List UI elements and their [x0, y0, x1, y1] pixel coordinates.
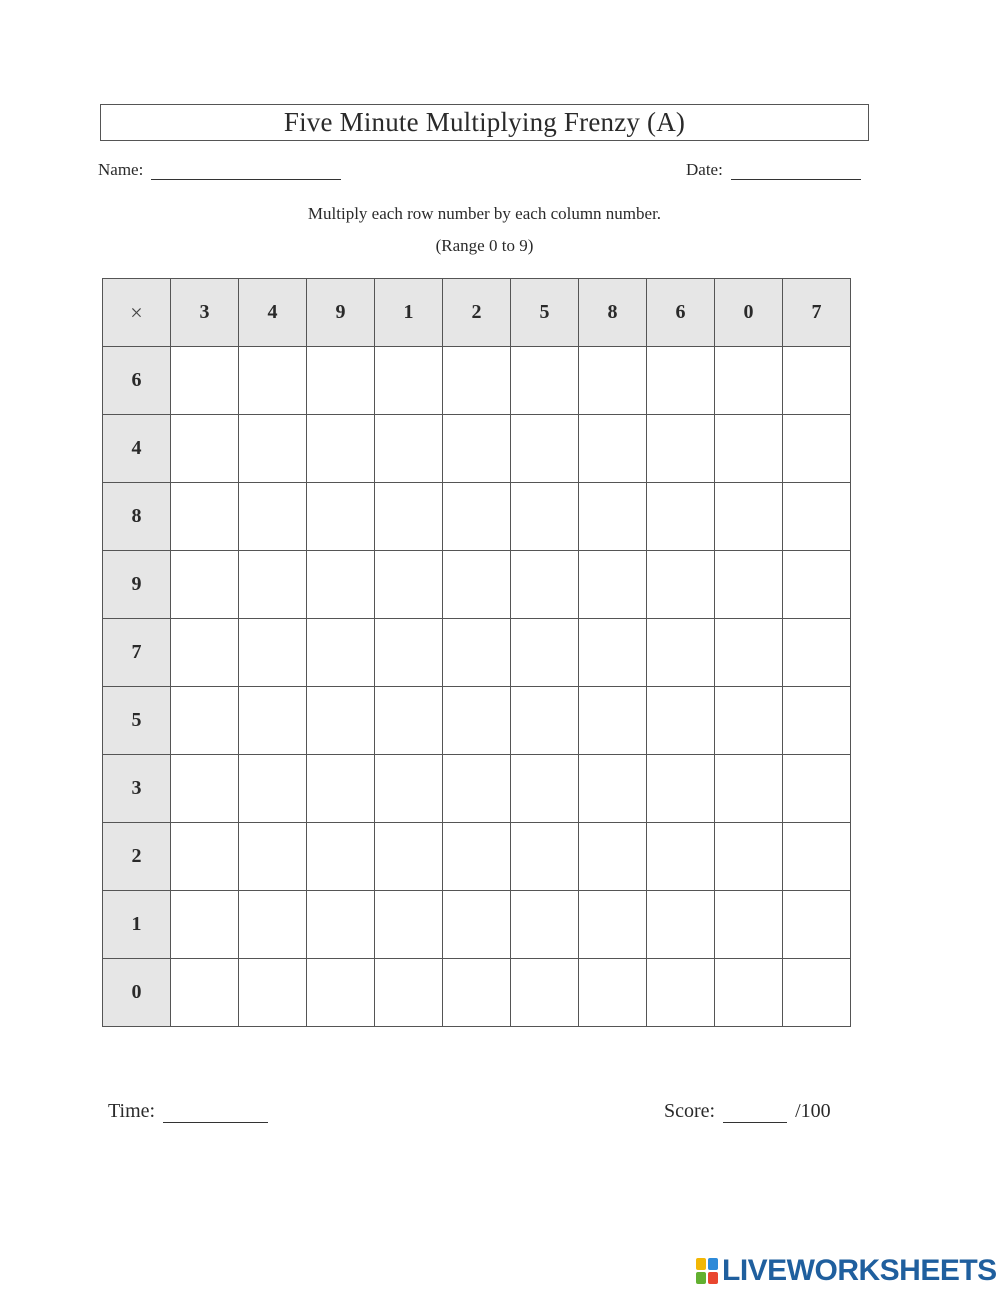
- answer-cell[interactable]: [171, 551, 239, 619]
- answer-cell[interactable]: [511, 823, 579, 891]
- column-header: 0: [715, 279, 783, 347]
- answer-cell[interactable]: [171, 823, 239, 891]
- answer-cell[interactable]: [511, 891, 579, 959]
- row-header: 3: [103, 755, 171, 823]
- answer-cell[interactable]: [443, 755, 511, 823]
- answer-cell[interactable]: [307, 687, 375, 755]
- answer-cell[interactable]: [443, 415, 511, 483]
- row-header: 4: [103, 415, 171, 483]
- answer-cell[interactable]: [511, 959, 579, 1027]
- answer-cell[interactable]: [511, 415, 579, 483]
- answer-cell[interactable]: [171, 483, 239, 551]
- answer-cell[interactable]: [783, 415, 851, 483]
- answer-cell[interactable]: [171, 619, 239, 687]
- answer-cell[interactable]: [375, 823, 443, 891]
- answer-cell[interactable]: [307, 619, 375, 687]
- answer-cell[interactable]: [375, 619, 443, 687]
- answer-cell[interactable]: [375, 891, 443, 959]
- answer-cell[interactable]: [443, 823, 511, 891]
- answer-cell[interactable]: [715, 823, 783, 891]
- answer-cell[interactable]: [307, 415, 375, 483]
- grid-row: [103, 687, 851, 755]
- answer-cell[interactable]: [783, 347, 851, 415]
- answer-cell[interactable]: [307, 551, 375, 619]
- answer-cell[interactable]: [375, 687, 443, 755]
- grid-row: [103, 619, 851, 687]
- answer-cell[interactable]: [579, 483, 647, 551]
- answer-cell[interactable]: [239, 415, 307, 483]
- grid-header-row: [103, 279, 851, 347]
- answer-cell[interactable]: [647, 687, 715, 755]
- answer-cell[interactable]: [579, 551, 647, 619]
- answer-cell[interactable]: [715, 347, 783, 415]
- answer-cell[interactable]: [715, 687, 783, 755]
- answer-cell[interactable]: [307, 891, 375, 959]
- column-header: 5: [511, 279, 579, 347]
- answer-cell[interactable]: [307, 823, 375, 891]
- answer-cell[interactable]: [239, 347, 307, 415]
- score-total: /100: [795, 1100, 831, 1122]
- grid-row: [103, 823, 851, 891]
- instruction-text: Multiply each row number by each column number.: [307, 204, 662, 223]
- answer-cell[interactable]: [579, 755, 647, 823]
- answer-cell[interactable]: [783, 551, 851, 619]
- answer-cell[interactable]: [715, 755, 783, 823]
- answer-cell[interactable]: [171, 755, 239, 823]
- answer-cell[interactable]: [307, 959, 375, 1027]
- answer-cell[interactable]: [307, 755, 375, 823]
- answer-cell[interactable]: [511, 551, 579, 619]
- answer-cell[interactable]: [171, 687, 239, 755]
- answer-cell[interactable]: [579, 891, 647, 959]
- range-text: (Range 0 to 9): [435, 236, 534, 255]
- liveworksheets-logo-icon: [696, 1258, 718, 1284]
- answer-cell[interactable]: [375, 959, 443, 1027]
- answer-cell[interactable]: [647, 415, 715, 483]
- score-label: Score:: [664, 1100, 716, 1122]
- answer-cell[interactable]: [511, 347, 579, 415]
- answer-cell[interactable]: [443, 619, 511, 687]
- answer-cell[interactable]: [171, 347, 239, 415]
- answer-cell[interactable]: [647, 959, 715, 1027]
- row-header: 5: [103, 687, 171, 755]
- answer-cell[interactable]: [647, 823, 715, 891]
- answer-cell[interactable]: [647, 483, 715, 551]
- grid-row: [103, 959, 851, 1027]
- grid-row: [103, 483, 851, 551]
- answer-cell[interactable]: [239, 891, 307, 959]
- answer-cell[interactable]: [239, 687, 307, 755]
- answer-cell[interactable]: [715, 891, 783, 959]
- name-label: Name:: [98, 160, 144, 179]
- grid-row: [103, 755, 851, 823]
- answer-cell[interactable]: [715, 415, 783, 483]
- answer-cell[interactable]: [715, 551, 783, 619]
- answer-cell[interactable]: [239, 483, 307, 551]
- answer-cell[interactable]: [511, 483, 579, 551]
- answer-cell[interactable]: [239, 823, 307, 891]
- logo-text: LIVEWORKSHEETS: [722, 1254, 997, 1287]
- column-header: 9: [307, 279, 375, 347]
- answer-cell[interactable]: [307, 483, 375, 551]
- multiplication-grid: [102, 278, 851, 1027]
- answer-cell[interactable]: [579, 959, 647, 1027]
- row-header: 6: [103, 347, 171, 415]
- answer-cell[interactable]: [375, 755, 443, 823]
- grid-row: [103, 347, 851, 415]
- name-input-line[interactable]: [151, 163, 341, 180]
- multiply-symbol: ×: [103, 279, 171, 347]
- row-header: 1: [103, 891, 171, 959]
- answer-cell[interactable]: [647, 891, 715, 959]
- answer-cell[interactable]: [443, 551, 511, 619]
- answer-cell[interactable]: [375, 483, 443, 551]
- answer-cell[interactable]: [375, 347, 443, 415]
- time-label: Time:: [108, 1100, 156, 1122]
- liveworksheets-logo: [696, 1254, 997, 1288]
- row-header: 0: [103, 959, 171, 1027]
- answer-cell[interactable]: [511, 755, 579, 823]
- answer-cell[interactable]: [443, 347, 511, 415]
- row-header: 7: [103, 619, 171, 687]
- answer-cell[interactable]: [783, 823, 851, 891]
- answer-cell[interactable]: [783, 891, 851, 959]
- name-field: [98, 160, 341, 180]
- column-header: 7: [783, 279, 851, 347]
- date-input-line[interactable]: [731, 163, 861, 180]
- score-input-line[interactable]: [723, 1104, 787, 1123]
- answer-cell[interactable]: [375, 415, 443, 483]
- answer-cell[interactable]: [443, 959, 511, 1027]
- answer-cell[interactable]: [647, 347, 715, 415]
- column-header: 1: [375, 279, 443, 347]
- row-header: 8: [103, 483, 171, 551]
- worksheet-title: Five Minute Multiplying Frenzy (A): [100, 104, 869, 141]
- answer-cell[interactable]: [647, 755, 715, 823]
- time-field: [108, 1100, 268, 1123]
- column-header: 8: [579, 279, 647, 347]
- answer-cell[interactable]: [239, 551, 307, 619]
- answer-cell[interactable]: [375, 551, 443, 619]
- column-header: 6: [647, 279, 715, 347]
- answer-cell[interactable]: [579, 347, 647, 415]
- column-header: 3: [171, 279, 239, 347]
- column-header: 2: [443, 279, 511, 347]
- column-header: 4: [239, 279, 307, 347]
- score-field: [664, 1100, 831, 1123]
- answer-cell[interactable]: [511, 619, 579, 687]
- answer-cell[interactable]: [579, 687, 647, 755]
- answer-cell[interactable]: [783, 959, 851, 1027]
- grid-row: [103, 415, 851, 483]
- answer-cell[interactable]: [715, 959, 783, 1027]
- answer-cell[interactable]: [171, 959, 239, 1027]
- answer-cell[interactable]: [579, 823, 647, 891]
- grid-row: [103, 891, 851, 959]
- answer-cell[interactable]: [171, 891, 239, 959]
- row-header: 2: [103, 823, 171, 891]
- answer-cell[interactable]: [239, 619, 307, 687]
- answer-cell[interactable]: [783, 687, 851, 755]
- date-label: Date:: [686, 160, 723, 179]
- answer-cell[interactable]: [443, 483, 511, 551]
- answer-cell[interactable]: [511, 687, 579, 755]
- answer-cell[interactable]: [307, 347, 375, 415]
- answer-cell[interactable]: [715, 483, 783, 551]
- answer-cell[interactable]: [239, 755, 307, 823]
- answer-cell[interactable]: [239, 959, 307, 1027]
- date-field: [686, 160, 861, 180]
- answer-cell[interactable]: [171, 415, 239, 483]
- time-input-line[interactable]: [163, 1104, 268, 1123]
- answer-cell[interactable]: [715, 619, 783, 687]
- answer-cell[interactable]: [443, 687, 511, 755]
- answer-cell[interactable]: [783, 483, 851, 551]
- answer-cell[interactable]: [579, 415, 647, 483]
- answer-cell[interactable]: [579, 619, 647, 687]
- answer-cell[interactable]: [783, 755, 851, 823]
- grid-row: [103, 551, 851, 619]
- answer-cell[interactable]: [647, 551, 715, 619]
- answer-cell[interactable]: [443, 891, 511, 959]
- answer-cell[interactable]: [647, 619, 715, 687]
- answer-cell[interactable]: [783, 619, 851, 687]
- row-header: 9: [103, 551, 171, 619]
